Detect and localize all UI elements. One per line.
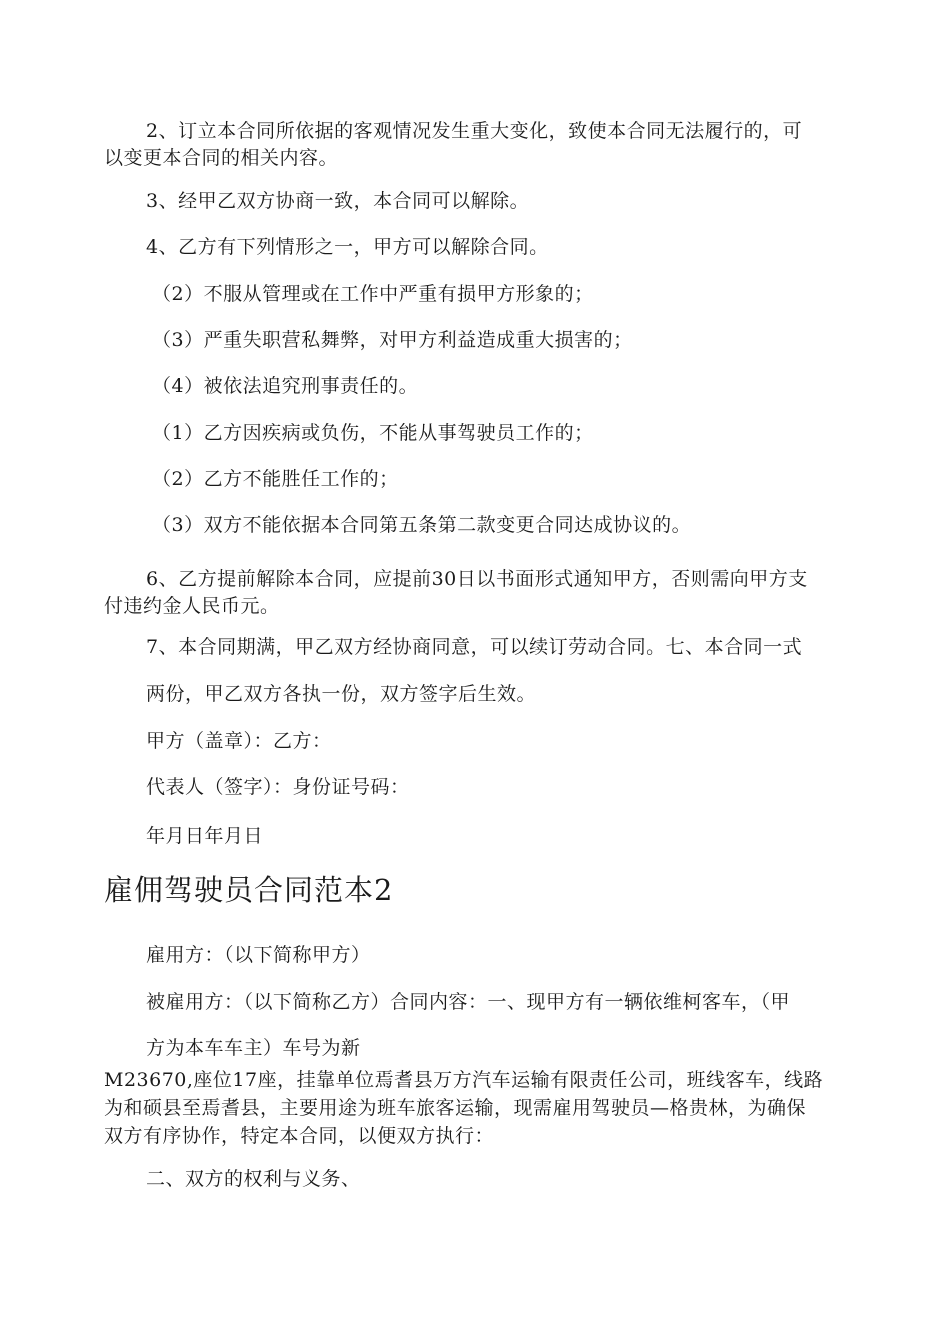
employee-line-1: 被雇用方：（以下简称乙方）合同内容：一、现甲方有一辆依维柯客车，（甲 bbox=[146, 991, 791, 1013]
rights-heading: 二、双方的权利与义务、 bbox=[146, 1168, 361, 1190]
signature-representative: 代表人（签字）：身份证号码： bbox=[146, 776, 410, 798]
clause-4-item-2: （2）不服从管理或在工作中严重有损甲方形象的； bbox=[152, 283, 594, 305]
clause-5-item-3: （3）双方不能依据本合同第五条第二款变更合同达成协议的。 bbox=[152, 514, 692, 536]
vehicle-line-3: 双方有序协作，特定本合同，以便双方执行： bbox=[104, 1125, 495, 1147]
employee-line-2: 方为本车车主）车号为新 bbox=[146, 1037, 361, 1059]
clause-7-line-2: 两份，甲乙双方各执一份，双方签字后生效。 bbox=[146, 683, 537, 705]
clause-6-line-1: 6、乙方提前解除本合同，应提前30日以书面形式通知甲方，否则需向甲方支 bbox=[146, 568, 808, 590]
clause-2-line-2: 以变更本合同的相关内容。 bbox=[104, 147, 339, 169]
clause-4: 4、乙方有下列情形之一，甲方可以解除合同。 bbox=[146, 236, 549, 258]
clause-5-item-2: （2）乙方不能胜任工作的； bbox=[152, 468, 399, 490]
clause-4-item-3: （3）严重失职营私舞弊，对甲方利益造成重大损害的； bbox=[152, 329, 633, 351]
clause-6-line-2: 付违约金人民币元。 bbox=[104, 595, 280, 617]
signature-parties: 甲方（盖章）：乙方： bbox=[146, 730, 332, 752]
clause-4-item-4: （4）被依法追究刑事责任的。 bbox=[152, 375, 419, 397]
clause-7-line-1: 7、本合同期满，甲乙双方经协商同意，可以续订劳动合同。七、本合同一式 bbox=[146, 636, 803, 658]
section-title: 雇佣驾驶员合同范本2 bbox=[104, 873, 394, 907]
clause-2-line-1: 2、订立本合同所依据的客观情况发生重大变化，致使本合同无法履行的，可 bbox=[146, 120, 803, 142]
employer-line: 雇用方：（以下简称甲方） bbox=[146, 944, 371, 966]
clause-5-item-1: （1）乙方因疾病或负伤，不能从事驾驶员工作的； bbox=[152, 422, 594, 444]
signature-dates: 年月日年月日 bbox=[146, 825, 264, 847]
clause-3: 3、经甲乙双方协商一致，本合同可以解除。 bbox=[146, 190, 530, 212]
vehicle-line-2: 为和硕县至焉耆县，主要用途为班车旅客运输，现需雇用驾驶员—格贵林，为确保 bbox=[104, 1097, 807, 1119]
vehicle-line-1: M23670,座位17座，挂靠单位焉耆县万方汽车运输有限责任公司，班线客车，线路 bbox=[104, 1069, 824, 1091]
